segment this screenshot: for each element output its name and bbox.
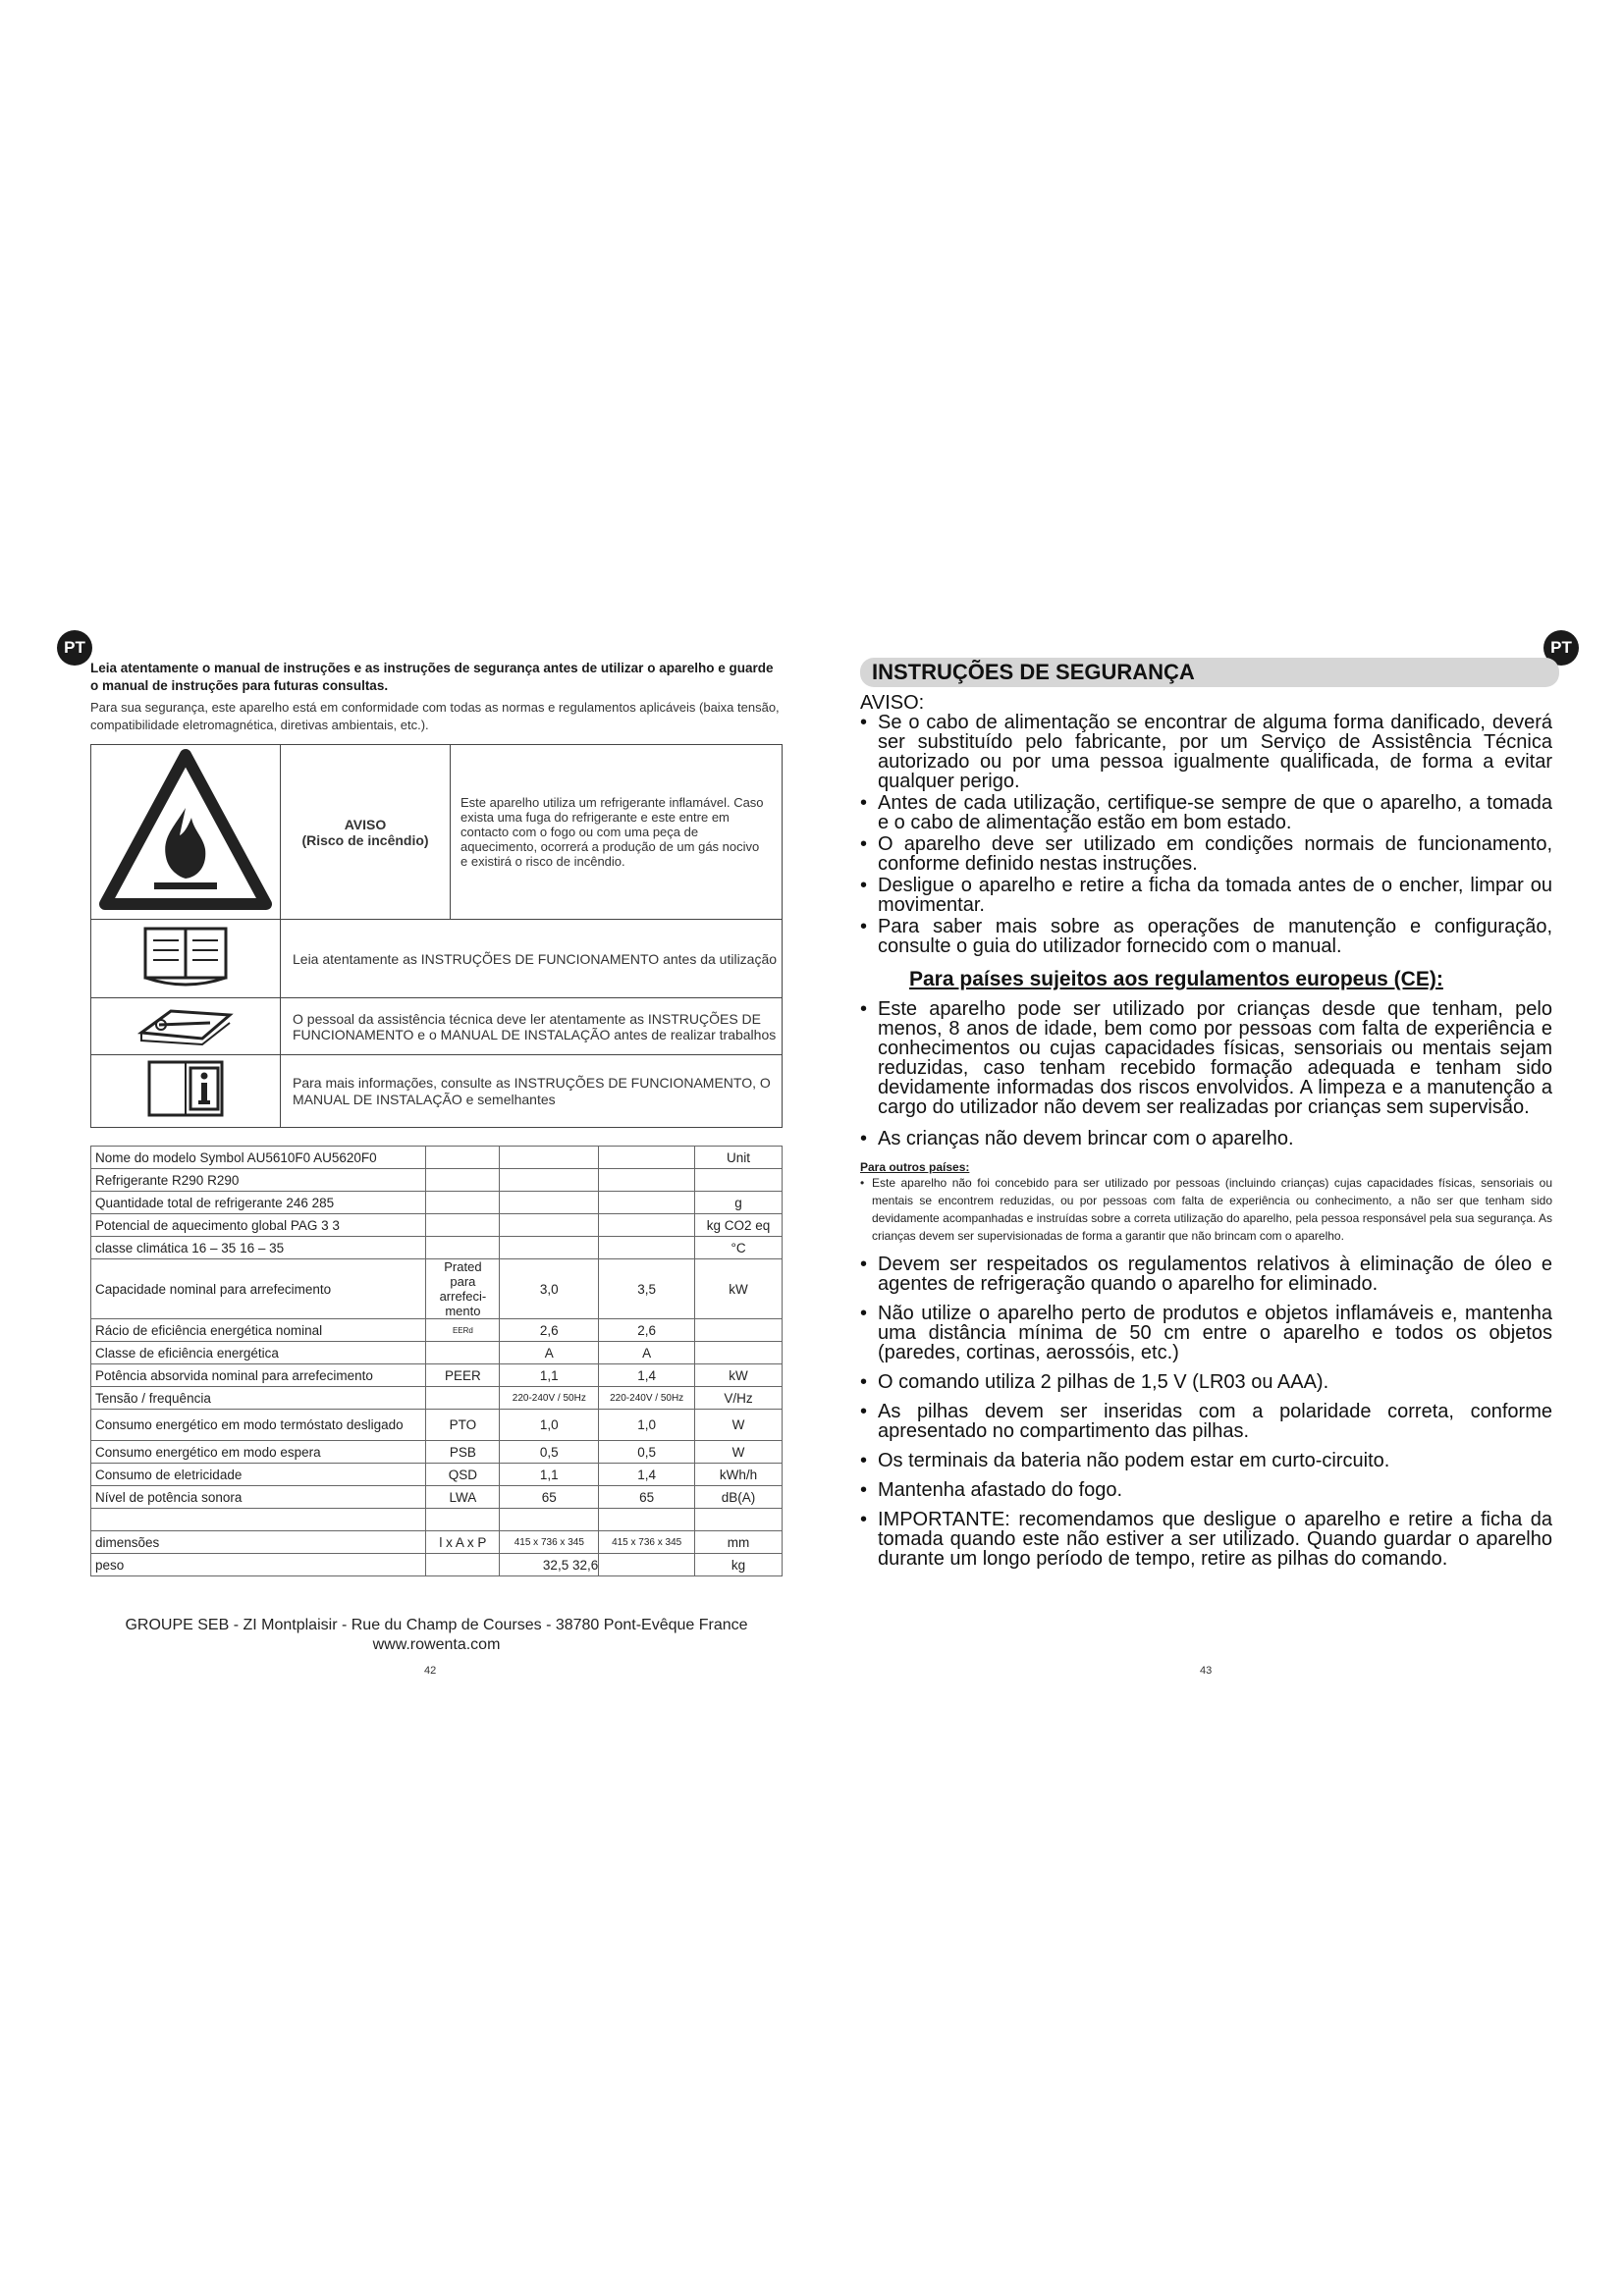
- spec-value-model-1: 32,5 32,6: [500, 1554, 599, 1576]
- spec-value-model-1: A: [500, 1342, 599, 1364]
- spec-value-model-2: [599, 1214, 695, 1237]
- spec-label: peso: [91, 1554, 426, 1576]
- information-book-icon: [141, 1058, 230, 1121]
- spec-unit: kg: [695, 1554, 783, 1576]
- symbol-text-2: O pessoal da assistência técnica deve ler atentamente as INSTRUÇÕES DE FUNCIONAMENTO e o MANUAL DE INSTALAÇÃO antes de realizar trabalhos: [281, 998, 783, 1055]
- spec-value-model-1: [500, 1237, 599, 1259]
- eu-countries-heading: Para países sujeitos aos regulamentos europeus (CE):: [909, 968, 1443, 990]
- info-symbol-cell: [91, 1055, 281, 1128]
- spec-symbol: [426, 1554, 500, 1576]
- spec-value-model-1: [500, 1214, 599, 1237]
- warning-subtitle: (Risco de incêndio): [301, 831, 429, 848]
- warning-title: AVISO: [344, 816, 387, 832]
- spec-value-model-1: 1,1: [500, 1464, 599, 1486]
- spec-symbol: [426, 1387, 500, 1410]
- spec-value-model-1: 1,1: [500, 1364, 599, 1387]
- warning-text: Este aparelho utiliza um refrigerante inflamável. Caso exista uma fuga do refrigerante e este entre em contacto com o fogo ou com uma peça de aquecimento, ocorrerá a produção de um gás nocivo e existirá o risco de incêndio.: [460, 795, 764, 869]
- symbol-text-1: Leia atentamente as INSTRUÇÕES DE FUNCIONAMENTO antes da utilização: [281, 920, 783, 998]
- spec-label: Consumo energético em modo termóstato desligado: [91, 1410, 426, 1441]
- general-bullet: • O comando utiliza 2 pilhas de 1,5 V (LR03 ou AAA).: [860, 1372, 1552, 1392]
- spec-row: [91, 1364, 783, 1387]
- spec-label: Nome do modelo Symbol AU5610F0 AU5620F0: [91, 1147, 426, 1169]
- language-badge-right: PT: [1543, 630, 1579, 666]
- spec-unit: [695, 1169, 783, 1192]
- spec-row: [91, 1259, 783, 1319]
- general-bullet: • Os terminais da bateria não podem estar em curto-circuito.: [860, 1451, 1552, 1470]
- spec-symbol: [426, 1169, 500, 1192]
- spec-row: [91, 1464, 783, 1486]
- spec-row: [91, 1342, 783, 1364]
- general-bullet: • Mantenha afastado do fogo.: [860, 1480, 1552, 1500]
- spec-unit: W: [695, 1410, 783, 1441]
- spec-value-model-1: 2,6: [500, 1319, 599, 1342]
- spec-unit: °C: [695, 1237, 783, 1259]
- eu-bullet: • Este aparelho pode ser utilizado por crianças desde que tenham, pelo menos, 8 anos de idade, bem como por pessoas com falta de experiência e conhecimentos ou cujas capacidades físicas, sensoriais ou mentais sejam reduzidas, caso tenham recebido formação adequada e tenham sido devidamente informadas dos riscos envolvidos. A limpeza e a manutenção a cargo do utilizador não devem ser realizadas por crianças sem supervisão.: [860, 999, 1552, 1117]
- spec-symbol: QSD: [426, 1464, 500, 1486]
- manufacturer-footer: [90, 1616, 783, 1655]
- spec-value-model-2: 220-240V / 50Hz: [599, 1387, 695, 1410]
- spec-value-model-2: 1,4: [599, 1464, 695, 1486]
- spec-value-model-2: [599, 1509, 695, 1531]
- spec-value-model-1: 220-240V / 50Hz: [500, 1387, 599, 1410]
- specification-table: [90, 1146, 783, 1576]
- spec-value-model-2: 1,4: [599, 1364, 695, 1387]
- book-symbol-cell: [91, 920, 281, 998]
- warning-bullet: • Se o cabo de alimentação se encontrar de alguma forma danificado, deverá ser substituído pelo fabricante, por um Serviço de Assistência Técnica autorizado ou por uma pessoa igualmente qualificada, de forma a evitar qualquer perigo.: [860, 713, 1552, 791]
- general-bullet: • Devem ser respeitados os regulamentos relativos à eliminação de óleo e agentes de refrigeração quando o aparelho for eliminado.: [860, 1255, 1552, 1294]
- spec-value-model-2: [599, 1147, 695, 1169]
- spec-value-model-2: 3,5: [599, 1259, 695, 1319]
- spec-label: Tensão / frequência: [91, 1387, 426, 1410]
- intro-text: Para sua segurança, este aparelho está em conformidade com todas as normas e regulamentos aplicáveis (baixa tensão, compatibilidade eletromagnética, diretivas ambientais, etc.).: [90, 700, 780, 732]
- spec-label: Potência absorvida nominal para arrefecimento: [91, 1364, 426, 1387]
- spec-label: Quantidade total de refrigerante 246 285: [91, 1192, 426, 1214]
- spec-label: Potencial de aquecimento global PAG 3 3: [91, 1214, 426, 1237]
- spec-unit: [695, 1509, 783, 1531]
- service-manual-icon: [132, 1003, 240, 1046]
- general-bullet: • IMPORTANTE: recomendamos que desligue o aparelho e retire a ficha da tomada quando este não estiver a ser utilizado. Quando guardar o aparelho durante um longo período de tempo, retire as pilhas do comando.: [860, 1510, 1552, 1569]
- spec-label: Nível de potência sonora: [91, 1486, 426, 1509]
- other-countries-heading: Para outros países:: [860, 1160, 970, 1174]
- spec-unit: kWh/h: [695, 1464, 783, 1486]
- spec-row: [91, 1169, 783, 1192]
- spec-symbol: [426, 1147, 500, 1169]
- spec-value-model-1: [500, 1169, 599, 1192]
- spec-unit: kW: [695, 1364, 783, 1387]
- safety-instructions-title: INSTRUÇÕES DE SEGURANÇA: [860, 658, 1559, 687]
- spec-value-model-2: 65: [599, 1486, 695, 1509]
- spec-value-model-1: [500, 1192, 599, 1214]
- eu-bullet-list: [860, 999, 1552, 1148]
- spec-row: [91, 1509, 783, 1531]
- eu-bullet: • As crianças não devem brincar com o aparelho.: [860, 1129, 1552, 1148]
- spec-symbol: LWA: [426, 1486, 500, 1509]
- spec-symbol: [426, 1192, 500, 1214]
- spec-value-model-1: 415 x 736 x 345: [500, 1531, 599, 1554]
- spec-value-model-2: [599, 1169, 695, 1192]
- spec-symbol: [426, 1509, 500, 1531]
- language-badge-left: PT: [57, 630, 92, 666]
- spec-unit: [695, 1319, 783, 1342]
- spec-row: [91, 1486, 783, 1509]
- spec-label: Classe de eficiência energética: [91, 1342, 426, 1364]
- spec-unit: kW: [695, 1259, 783, 1319]
- spec-symbol: PTO: [426, 1410, 500, 1441]
- spec-value-model-2: [599, 1237, 695, 1259]
- service-symbol-cell: [91, 998, 281, 1055]
- spec-row: [91, 1554, 783, 1576]
- right-page-content: [860, 693, 1552, 1578]
- spec-symbol: PSB: [426, 1441, 500, 1464]
- spec-unit: V/Hz: [695, 1387, 783, 1410]
- manufacturer-website: www.rowenta.com: [372, 1636, 501, 1653]
- spec-row: [91, 1237, 783, 1259]
- warning-bullet: • Desligue o aparelho e retire a ficha da tomada antes de o encher, limpar ou movimentar.: [860, 876, 1552, 915]
- other-countries-text: • Este aparelho não foi concebido para ser utilizado por pessoas (incluindo crianças) cujas capacidades físicas, sensoriais ou mentais se encontrem reduzidas, ou por pessoas com falta de experiência ou conhecimento, a não ser que tenham sido devidamente acompanhadas e instruídas sobre a correta utilização do aparelho, pela pessoa responsável pela sua segurança. As crianças devem ser supervisionadas de forma a garantir que não brincam com o aparelho.: [860, 1174, 1552, 1245]
- intro-bold-text: Leia atentamente o manual de instruções e as instruções de segurança antes de utilizar o aparelho e guarde o manual de instruções para futuras consultas.: [90, 661, 774, 693]
- spec-label: Consumo energético em modo espera: [91, 1441, 426, 1464]
- specification-table-body: [91, 1147, 783, 1576]
- spec-value-model-2: [599, 1192, 695, 1214]
- spec-unit: dB(A): [695, 1486, 783, 1509]
- spec-symbol: EERd: [426, 1319, 500, 1342]
- spec-unit: Unit: [695, 1147, 783, 1169]
- spec-label: Capacidade nominal para arrefecimento: [91, 1259, 426, 1319]
- spec-row: [91, 1531, 783, 1554]
- spec-label: Refrigerante R290 R290: [91, 1169, 426, 1192]
- page-number-right: 43: [1200, 1665, 1213, 1677]
- spec-value-model-1: [500, 1509, 599, 1531]
- spec-value-model-2: 2,6: [599, 1319, 695, 1342]
- spec-unit: mm: [695, 1531, 783, 1554]
- fire-warning-cell: [91, 745, 281, 920]
- general-bullet: • As pilhas devem ser inseridas com a polaridade correta, conforme apresentado no compartimento das pilhas.: [860, 1402, 1552, 1441]
- spec-label: [91, 1509, 426, 1531]
- warning-heading: AVISO:: [860, 692, 925, 714]
- spec-label: Consumo de eletricidade: [91, 1464, 426, 1486]
- flammable-warning-icon: [97, 747, 274, 914]
- warning-text-cell: [451, 745, 783, 920]
- spec-value-model-2: 0,5: [599, 1441, 695, 1464]
- warning-bullet: • O aparelho deve ser utilizado em condições normais de funcionamento, conforme definido nestas instruções.: [860, 834, 1552, 874]
- spec-value-model-1: 1,0: [500, 1410, 599, 1441]
- spec-unit: [695, 1342, 783, 1364]
- spec-unit: W: [695, 1441, 783, 1464]
- manufacturer-address: GROUPE SEB - ZI Montplaisir - Rue du Champ de Courses - 38780 Pont-Evêque France: [125, 1617, 748, 1633]
- spec-value-model-1: 3,0: [500, 1259, 599, 1319]
- safety-symbol-table: [90, 744, 783, 1128]
- warning-label-cell: [281, 745, 451, 920]
- instruction-book-icon: [141, 923, 230, 991]
- spec-label: dimensões: [91, 1531, 426, 1554]
- spec-symbol: l x A x P: [426, 1531, 500, 1554]
- spec-symbol: PEER: [426, 1364, 500, 1387]
- spec-value-model-2: 1,0: [599, 1410, 695, 1441]
- spec-row: [91, 1214, 783, 1237]
- warning-bullet: • Para saber mais sobre as operações de manutenção e configuração, consulte o guia do utilizador fornecido com o manual.: [860, 917, 1552, 956]
- spec-value-model-2: 415 x 736 x 345: [599, 1531, 695, 1554]
- spec-label: classe climática 16 – 35 16 – 35: [91, 1237, 426, 1259]
- general-bullet-list: [860, 1255, 1552, 1569]
- warning-bullet-list: [860, 713, 1552, 956]
- spec-row: [91, 1192, 783, 1214]
- spec-row: [91, 1387, 783, 1410]
- spec-value-model-2: [599, 1554, 695, 1576]
- spec-row: [91, 1410, 783, 1441]
- spec-symbol: Prated para arrefeci-mento: [426, 1259, 500, 1319]
- spec-row: [91, 1319, 783, 1342]
- spec-symbol: [426, 1342, 500, 1364]
- warning-bullet: • Antes de cada utilização, certifique-se sempre de que o aparelho, a tomada e o cabo de alimentação estão em bom estado.: [860, 793, 1552, 832]
- page-number-left: 42: [424, 1665, 437, 1677]
- spec-value-model-2: A: [599, 1342, 695, 1364]
- symbol-text-3: Para mais informações, consulte as INSTRUÇÕES DE FUNCIONAMENTO, O MANUAL DE INSTALAÇÃO e semelhantes: [281, 1055, 783, 1128]
- spec-label: Rácio de eficiência energética nominal: [91, 1319, 426, 1342]
- spec-value-model-1: 0,5: [500, 1441, 599, 1464]
- spec-symbol: [426, 1237, 500, 1259]
- spec-row: [91, 1441, 783, 1464]
- spec-unit: g: [695, 1192, 783, 1214]
- general-bullet: • Não utilize o aparelho perto de produtos e objetos inflamáveis e, mantenha uma distância mínima de 50 cm entre o aparelho e todos os objetos (paredes, cortinas, aerossóis, etc.): [860, 1304, 1552, 1362]
- spec-symbol: [426, 1214, 500, 1237]
- spec-value-model-1: [500, 1147, 599, 1169]
- spec-unit: kg CO2 eq: [695, 1214, 783, 1237]
- spec-row: [91, 1147, 783, 1169]
- spec-value-model-1: 65: [500, 1486, 599, 1509]
